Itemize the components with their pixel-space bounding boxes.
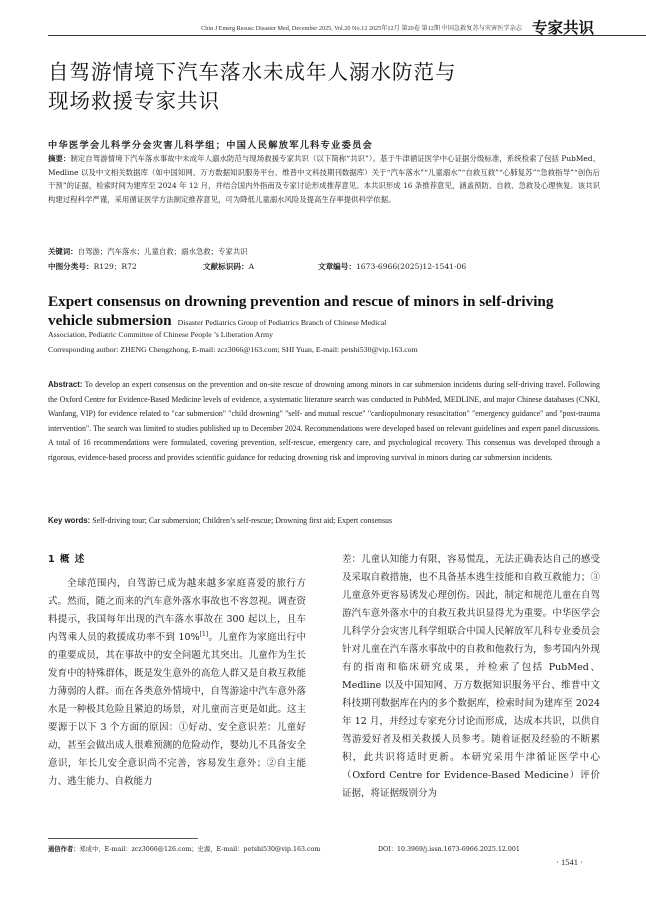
clc-value: R129；R72 <box>93 262 137 271</box>
article-no-label: 文章编号： <box>318 262 356 271</box>
abstract-cn <box>48 152 600 206</box>
keywords-cn-label: 关键词： <box>48 247 78 256</box>
doi-text: DOI：10.3969/j.issn.1673-6966.2025.12.001 <box>378 846 520 853</box>
contact-text: 郑成中，E-mail：zcz3066@126.com；史源，E-mail：petshi530@vip.163.com <box>79 846 321 853</box>
keywords-en-label: Key words: <box>48 516 91 525</box>
abstract-en-text: To develop an expert consensus on the prevention and on-site rescue of drowning among minors in car submersion incidents during self-driving travel. Following the Oxford Centre for Evidence-Based Medicine levels of evidence, a systematic literature search was conducted in PubMed, MEDLINE, and major Chinese databases (CNKI, Wanfang, VIP) for evidence related to "car submersion" "child drowning" "self- and mutual rescue" "cardiopulmonary resuscitation" "emergency guidance" and "post-trauma intervention". The search was limited to studies published up to December 2024. Recommendations were developed based on relevant guidelines and expert panel discussions. A total of 16 recommendations were formulated, covering prevention, self-rescue, emergency care, and psychological recovery. This consensus was developed through a rigorous, evidence-based process and provides scientific guidance for reducing drowning risk and improving survival in minors during car submersion incidents. <box>48 380 600 462</box>
body-column-left <box>48 551 306 791</box>
title-en-text: Expert consensus on drowning prevention and rescue of minors in self-driving vehicle submersion <box>48 293 554 329</box>
footnote <box>48 844 608 853</box>
abstract-en-label: Abstract: <box>48 380 83 389</box>
paragraph-text-b: 。儿童作为家庭出行中的重要成员，其在事故中的安全问题尤其突出。儿童作为生长发育中的特殊群体，既是发生意外的高危人群又是自救互救能力薄弱的人群。而在各类意外情境中，自驾游途中汽车意外落水是一种极其危险且紧迫的场景，对儿童而言更是如此。这主要源于以下 3 个方面的原因：①好动、安全意识差：儿童好动，甚至会做出成人很难预测的危险动作，婴幼儿不具备安全意识，年长儿安全意识尚不完善，容易发生意外；②自主能力、逃生能力、自救能力 <box>48 632 306 787</box>
doc-code-value: A <box>248 262 255 271</box>
journal-info: Chin J Emerg Resusc Disaster Med, December 2025, Vol.20 No.12 2025年12月 第20卷 第12期 中国急救复苏与灾害医学杂志 <box>201 25 522 32</box>
keywords-en-text: Self-driving tour; Car submersion; Children’s self-rescue; Drowning first aid; Expert consensus <box>92 516 392 525</box>
article-no-value: 1673-6966(2025)12-1541-06 <box>355 262 467 271</box>
paragraph-text-a: 全球范围内，自驾游已成为越来越多家庭喜爱的旅行方式。然而，随之而来的汽车意外落水事故也不容忽视。调查资料提示，我国每年出现的汽车落水事故在 300 起以上，且车内驾乘人员的救援成功率不到 10% <box>48 578 306 643</box>
authors-cn: 中华医学会儿科学分会灾害儿科学组；中国人民解放军儿科专业委员会 <box>48 140 374 151</box>
keywords-cn <box>48 246 600 258</box>
keywords-cn-text: 自驾游；汽车落水；儿童自救；溺水急救；专家共识 <box>77 247 248 256</box>
doc-code-label: 文献标识码： <box>203 262 249 271</box>
section-heading: 1 概 述 <box>48 554 86 565</box>
clc-label: 中图分类号： <box>48 262 94 271</box>
title-cn-line1: 自驾游情境下汽车落水未成年人溺水防范与 <box>48 60 457 84</box>
affiliation-en: Association, Pediatric Committee of Chinese People ’s Liberation Army <box>48 330 273 339</box>
footnote-rule <box>48 838 198 839</box>
title-cn-line2: 现场救援专家共识 <box>48 89 220 113</box>
column-label: 专家共识 <box>532 19 595 37</box>
corresponding-author-en: Corresponding author: ZHENG Chengzhong, E-mail: zcz3066@163.com; SHI Yuan, E-mail: petshi530@vip.163.com <box>48 345 418 354</box>
abstract-cn-text: 制定自驾游情境下汽车落水事故中未成年人溺水防范与现场救援专家共识（以下简称“共识”）。基于牛津循证医学中心证据分级标准，系统检索了包括 PubMed、Medline 以及中文相关数据库（如中国知网、万方数据知识服务平台、维普中文科技期刊数据库）关于“汽车落水”“儿童溺水”“自救互救”“心肺复苏”“急救指导”“创伤后干预”的证据，检索时间为建库至 2024 年 12 月，并结合国内外指南及专家讨论形成推荐意见。本共识形成 16 条推荐意见，涵盖预防、自救、急救及心理恢复。该共识构建过程科学严谨，采用循证医学方法制定推荐意见，可为降低儿童溺水风险及提高生存率提供科学依据。 <box>48 154 600 204</box>
citation-ref[interactable]: [1] <box>199 630 209 638</box>
keywords-en <box>48 516 600 525</box>
page-number: · 1541 · <box>556 857 583 867</box>
abstract-cn-label: 摘要： <box>48 154 71 163</box>
body-paragraph <box>48 575 306 791</box>
body-paragraph-right: 差：儿童认知能力有限，容易慌乱，无法正确表达自己的感受及采取自救措施，也不具备基本逃生技能和自救互救能力；③儿童意外更容易诱发心理创伤。因此，制定和规范儿童在自驾游汽车意外落水中的自救互救共识显得尤为重要。中华医学会儿科学分会灾害儿科学组联合中国人民解放军儿科专业委员会针对儿童在汽车落水事故中的自救和他救行为，参考国内外现有的指南和临床研究成果，并检索了包括 PubMed、Medline 以及中国知网、万方数据知识服务平台、维普中文科技期刊数据库在内的多个数据库，检索时间为建库至 2024 年 12 月，并经过专家充分讨论而形成，达成本共识，以供自驾游爱好者及相关救援人员参考。随着证据及经验的不断累积，此共识将适时更新。本研究采用牛津循证医学中心（Oxford Centre for Evidence-Based Medicine）评价证据，将证据级别分为 <box>342 554 600 799</box>
body-column-right <box>342 551 600 803</box>
authors-en: Disaster Pediatrics Group of Pediatrics Branch of Chinese Medical <box>177 318 387 327</box>
article-title-cn <box>48 58 568 116</box>
contact-label: 通信作者： <box>48 846 80 853</box>
abstract-en <box>48 378 600 466</box>
article-title-en <box>48 292 600 332</box>
